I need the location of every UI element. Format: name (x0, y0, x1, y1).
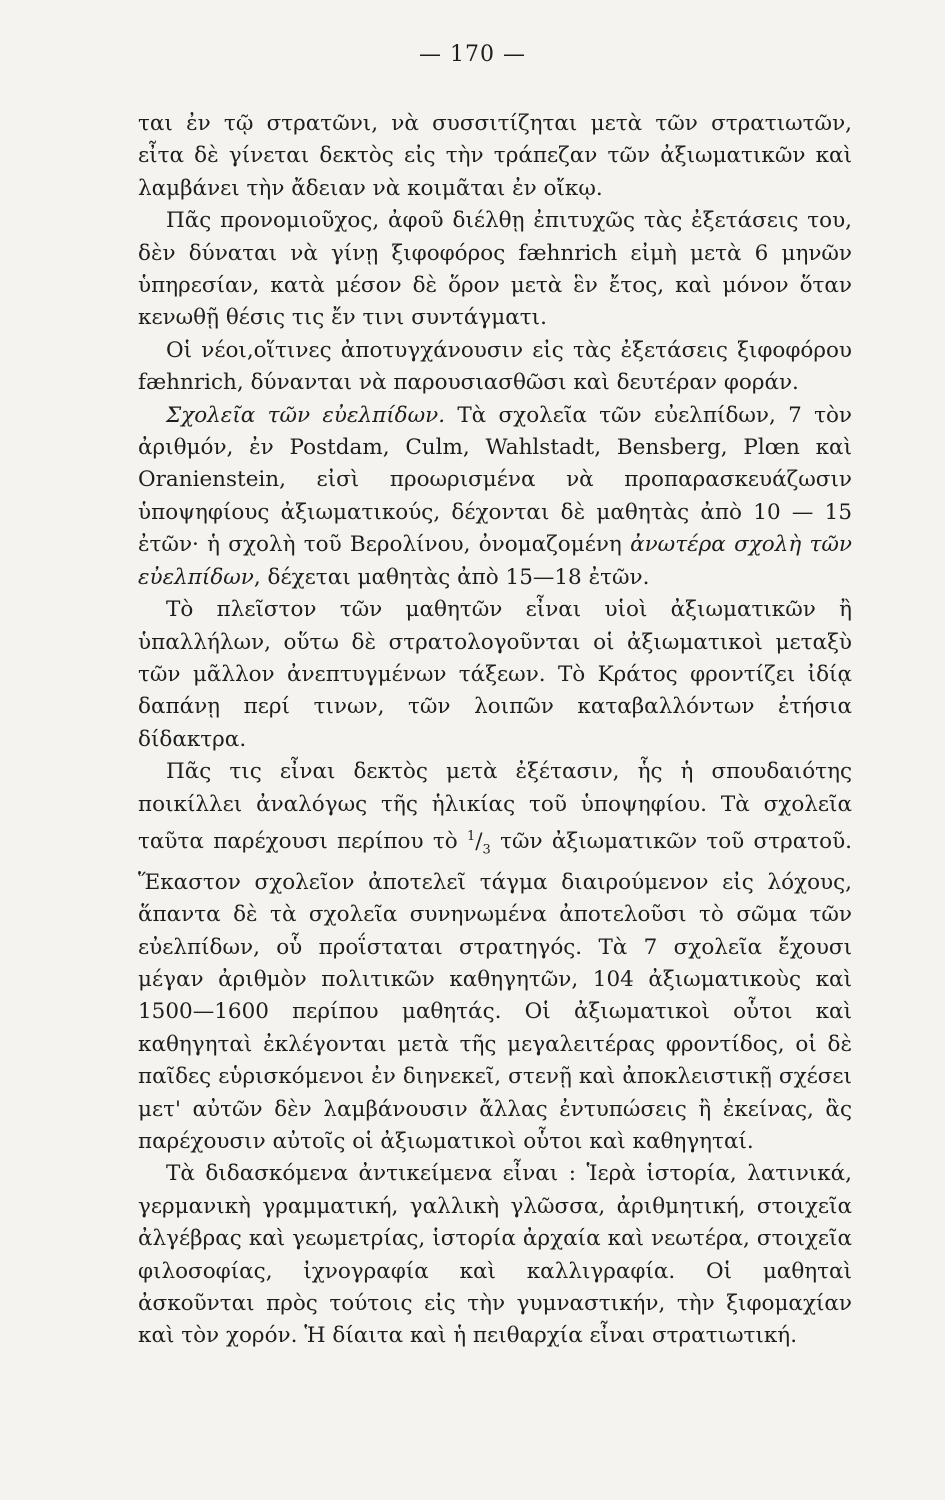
paragraph-subjects: Τὰ διδασκόμενα ἀντικείμενα εἶναι : Ἱερὰ ἱστορία, λατινικά, γερμανικὴ γραμματική, γαλλικὴ γλῶσσα, ἀριθμητική, στοιχεῖα ἀλγέβρας καὶ γεωμετρίας, ἱστορία ἀρχαία καὶ νεωτέρα, στοιχεῖα φιλοσοφίας, ἰχνογραφία καὶ καλλιγραφία. Οἱ μαθηταὶ ἀσκοῦνται πρὸς τούτοις εἰς τὴν γυμναστικήν, τὴν ξιφομαχίαν καὶ τὸν χορόν. Ἡ δίαιτα καὶ ἡ πειθαρχία εἶναι στρατιωτική. (138, 1161, 852, 1349)
section-heading: Σχολεῖα τῶν εὐελπίδων. (166, 402, 446, 428)
paragraph-text-end: , δέχεται μαθητὰς ἀπὸ 15—18 ἐτῶν. (253, 564, 650, 590)
fraction-denominator: 3 (482, 842, 491, 858)
body-text (138, 108, 852, 1353)
paragraph-fahnrich-promotion: Πᾶς προνομιοῦχος, ἀφοῦ διέλθῃ ἐπιτυχῶς τὰς ἐξετάσεις του, δὲν δύναται νὰ γίνῃ ξιφοφόρος fæhnrich εἰμὴ μετὰ 6 μηνῶν ὑπηρεσίαν, κατὰ μέσον δὲ ὅρον μετὰ ἓν ἔτος, καὶ μόνον ὅταν κενωθῇ θέσις τις ἔν τινι συντάγματι. (138, 208, 852, 331)
page-number: — 170 — (419, 42, 526, 67)
paragraph-text: τῶν ἀξιωματικῶν τοῦ στρατοῦ. Ἕκαστον σχολεῖον ἀποτελεῖ τάγμα διαιρούμενον εἰς λόχους, ἅπαντα δὲ τὰ σχολεῖα συνηνωμένα ἀποτελοῦσι τὸ σῶμα τῶν εὐελπίδων, οὗ προΐσταται στρατηγός. Τὰ 7 σχολεῖα ἔχουσι μέγαν ἀριθμὸν πολιτικῶν καθηγητῶν, 104 ἀξιωματικοὺς καὶ 1500—1600 περίπου μαθητάς. Οἱ ἀξιωματικοὶ οὗτοι καὶ καθηγηταὶ ἐκλέγονται μετὰ τῆς μεγαλειτέρας φροντίδος, οἱ δὲ παῖδες εὑρισκόμενοι ἐν διηνεκεῖ, στενῇ καὶ ἀποκλειστικῇ σχέσει μετ' αὐτῶν δὲν λαμβάνουσιν ἄλλας ἐντυπώσεις ἢ ἐκείνας, ἃς παρέχουσιν αὐτοῖς οἱ ἀξιωματικοὶ οὗτοι καὶ καθηγηταί. (138, 829, 852, 1155)
paragraph-failed-exams: Οἱ νέοι,οἵτινες ἀποτυγχάνουσιν εἰς τὰς ἐξετάσεις ξιφοφόρου fæhnrich, δύνανται νὰ παρουσιασθῶσι καὶ δευτέραν φοράν. (138, 337, 852, 396)
fraction-numerator: 1 (466, 828, 476, 844)
paragraph-admission: Πᾶς τις εἶναι δεκτὸς μετὰ ἐξέτασιν, ἧς ἡ σπουδαιότης ποικίλλει ἀναλόγως τῆς ἡλικίας τοῦ ὑποψηφίου. Τὰ σχολεῖα ταῦτα παρέχουσι περίπου τὸ $^1/_3$ τῶν ἀξιωματικῶν τοῦ στρατοῦ. Ἕκαστον σχολεῖον ἀποτελεῖ τάγμα διαιρούμενον εἰς λόχους, ἅπαντα δὲ τὰ σχολεῖα συνηνωμένα ἀποτελοῦσι τὸ σῶμα τῶν εὐελπίδων, οὗ προΐσταται στρατηγός. Τὰ 7 σχολεῖα ἔχουσι μέγαν ἀριθμὸν πολιτικῶν καθηγητῶν, 104 ἀξιωματικοὺς καὶ 1500—1600 περίπου μαθητάς. Οἱ ἀξιωματικοὶ οὗτοι καὶ καθηγηταὶ ἐκλέγονται μετὰ τῆς μεγαλειτέρας φροντίδος, οἱ δὲ παῖδες εὑρισκόμενοι ἐν διηνεκεῖ, στενῇ καὶ ἀποκλειστικῇ σχέσει μετ' αὐτῶν δὲν λαμβάνουσιν ἄλλας ἐντυπώσεις ἢ ἐκείνας, ἃς παρέχουσιν αὐτοῖς οἱ ἀξιωματικοὶ οὗτοι καὶ καθηγηταί. (138, 759, 852, 1155)
paragraph-continuation: ται ἐν τῷ στρατῶνι, νὰ συσσιτίζηται μετὰ τῶν στρατιωτῶν, εἶτα δὲ γίνεται δεκτὸς εἰς τὴν τράπεζαν τῶν ἀξιωματικῶν καὶ λαμβάνει τὴν ἄδειαν νὰ κοιμᾶται ἐν οἴκῳ. (138, 111, 852, 201)
paragraph-text-start: Πᾶς τις εἶναι δεκτὸς μετὰ ἐξέτασιν, ἧς ἡ σπουδαιότης ποικίλλει ἀναλόγως τῆς ἡλικίας τοῦ ὑποψηφίου. Τὰ σχολεῖα ταῦτα παρέχουσι περίπου τὸ (138, 759, 852, 855)
school-name: ἀνωτέρα σχολὴ τῶν εὐελπίδων (138, 532, 852, 590)
paragraph-cadet-schools (138, 400, 852, 594)
paragraph-students-origin: Τὸ πλεῖστον τῶν μαθητῶν εἶναι υἱοὶ ἀξιωματικῶν ἢ ὑπαλλήλων, οὕτω δὲ στρατολογοῦνται οἱ ἀξιωματικοὶ μεταξὺ τῶν μᾶλλον ἀνεπτυγμένων τάξεων. Τὸ Κράτος φροντίζει ἰδίᾳ δαπάνῃ περί τινων, τῶν λοιπῶν καταβαλλόντων ἐτήσια δίδακτρα. (138, 597, 852, 752)
paragraph-text: Τὰ σχολεῖα τῶν εὐελπίδων, 7 τὸν ἀριθμόν, ἐν Postdam, Culm, Wahlstadt, Bensberg, Plœn καὶ Oranienstein, εἰσὶ προωρισμένα νὰ προπαρασκευάζωσιν ὑποψηφίους ἀξιωματικούς, δέχονται δὲ μαθητὰς ἀπὸ 10 — 15 ἐτῶν· ἡ σχολὴ τοῦ Βερολίνου, ὀνομαζομένη (138, 402, 852, 558)
